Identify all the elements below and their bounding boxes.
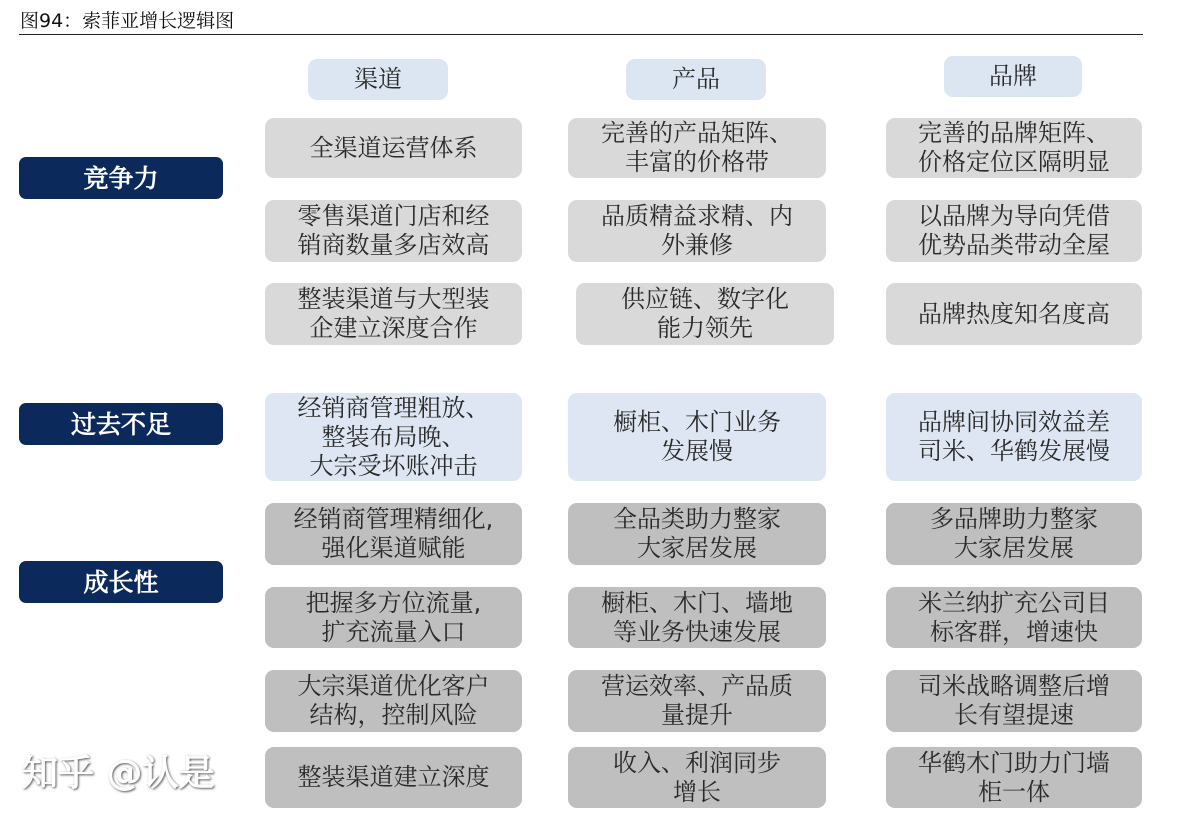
logic-box: 品牌间协同效益差 司米、华鹤发展慢 <box>886 393 1142 481</box>
watermark: 知乎 @认是 <box>22 753 215 794</box>
logic-box: 完善的品牌矩阵、 价格定位区隔明显 <box>886 118 1142 178</box>
logic-box: 全渠道运营体系 <box>265 118 522 178</box>
logic-box: 经销商管理粗放、 整装布局晚、 大宗受坏账冲击 <box>265 393 522 481</box>
logic-box: 供应链、数字化 能力领先 <box>576 283 834 345</box>
logic-box: 大宗渠道优化客户 结构，控制风险 <box>265 670 522 732</box>
logic-box: 多品牌助力整家 大家居发展 <box>886 503 1142 565</box>
logic-box: 司米战略调整后增 长有望提速 <box>886 670 1142 732</box>
category-label: 竞争力 <box>19 157 223 199</box>
title-divider <box>19 34 1143 35</box>
logic-box: 收入、利润同步 增长 <box>568 747 826 808</box>
logic-box: 完善的产品矩阵、 丰富的价格带 <box>568 118 826 178</box>
logic-box: 米兰纳扩充公司目 标客群，增速快 <box>886 587 1142 648</box>
logic-box: 品牌热度知名度高 <box>886 283 1142 345</box>
column-header: 品牌 <box>944 56 1082 97</box>
category-label: 成长性 <box>19 561 223 603</box>
logic-box: 零售渠道门店和经 销商数量多店效高 <box>265 200 522 262</box>
logic-box: 橱柜、木门业务 发展慢 <box>568 393 826 481</box>
column-header: 渠道 <box>308 59 448 100</box>
logic-box: 橱柜、木门、墙地 等业务快速发展 <box>568 587 826 648</box>
logic-box: 华鹤木门助力门墙 柜一体 <box>886 747 1142 808</box>
logic-box: 全品类助力整家 大家居发展 <box>568 503 826 565</box>
column-header: 产品 <box>626 59 766 100</box>
logic-box: 营运效率、产品质 量提升 <box>568 670 826 732</box>
logic-box: 以品牌为导向凭借 优势品类带动全屋 <box>886 200 1142 262</box>
figure-title: 图94：索菲亚增长逻辑图 <box>20 10 235 32</box>
logic-box: 把握多方位流量, 扩充流量入口 <box>265 587 522 648</box>
logic-box: 整装渠道与大型装 企建立深度合作 <box>265 283 522 345</box>
logic-box: 品质精益求精、内 外兼修 <box>568 200 826 262</box>
logic-box: 经销商管理精细化, 强化渠道赋能 <box>265 503 522 565</box>
logic-box: 整装渠道建立深度 <box>265 747 522 808</box>
category-label: 过去不足 <box>19 403 223 445</box>
